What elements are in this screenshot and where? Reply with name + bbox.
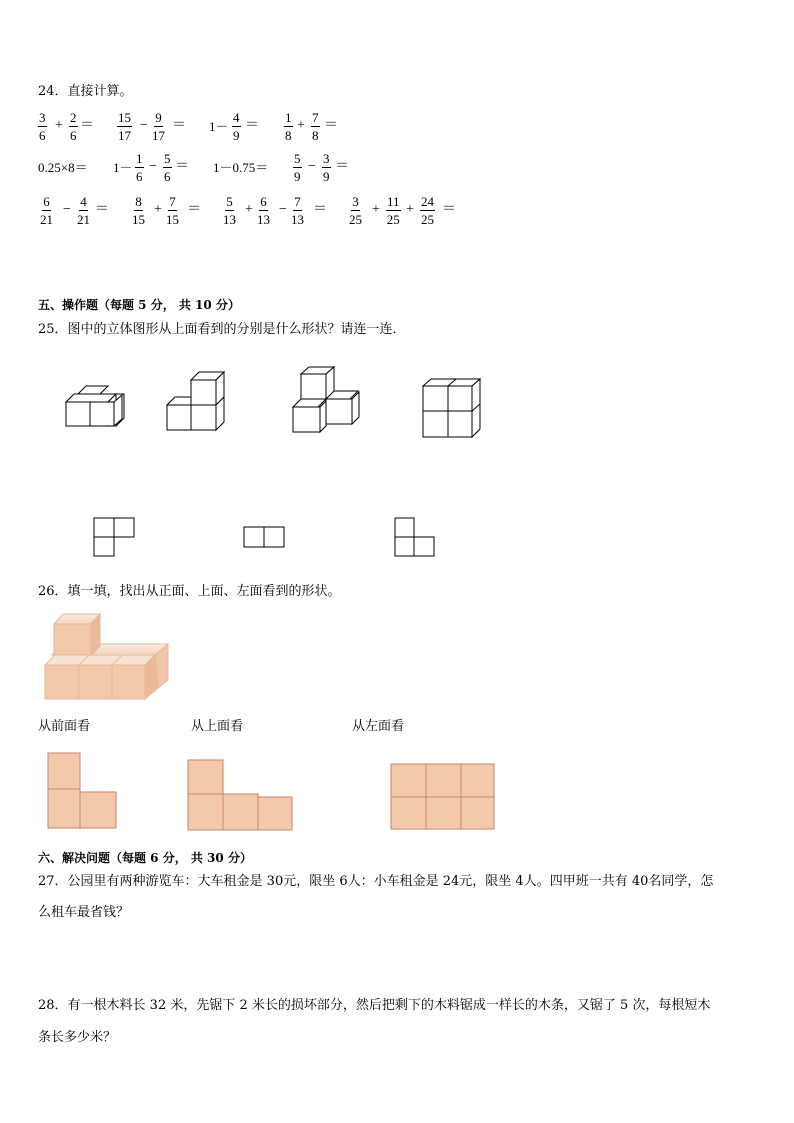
- q27-line2: 么租车最省钱？: [38, 905, 130, 920]
- fraction: $\frac{5}{9}$: [294, 151, 301, 184]
- q24-title: 24．直接计算。: [38, 84, 133, 99]
- fraction: $\frac{8}{15}$: [132, 194, 145, 227]
- left-view-label: 从左面看: [352, 719, 405, 734]
- fraction: $\frac{7}{8}$: [312, 110, 319, 143]
- fraction: $\frac{6}{13}$: [257, 194, 270, 227]
- fraction: $\frac{2}{6}$: [70, 110, 77, 143]
- fraction: $\frac{15}{17}$: [118, 110, 131, 143]
- top-view-shape-2: [244, 527, 284, 547]
- q27-line1: 27．公园里有两种游览车：大车租金是 30元，限坐 6人：小车租金是 24元，限坐 4人。四甲班一共有 40名同学，怎: [38, 874, 714, 889]
- fraction: $\frac{3}{9}$: [323, 151, 330, 184]
- fraction: $\frac{24}{25}$: [421, 194, 434, 227]
- fraction: $\frac{3}{6}$: [39, 110, 46, 143]
- fraction: $\frac{5}{6}$: [164, 151, 171, 184]
- top-view-label: 从上面看: [191, 719, 244, 734]
- left-view-shape: [391, 764, 494, 829]
- top-view-shape: [188, 760, 292, 830]
- fraction: $\frac{3}{25}$: [349, 194, 362, 227]
- fraction: $\frac{5}{13}$: [223, 194, 236, 227]
- q26-view-answers: [0, 740, 794, 840]
- fraction: $\frac{9}{17}$: [152, 110, 165, 143]
- fraction: $\frac{6}{21}$: [40, 194, 53, 227]
- q26-3d-stack: [45, 614, 168, 699]
- fraction: $\frac{11}{25}$: [386, 194, 400, 227]
- cube-figure-3: [293, 367, 359, 432]
- q28-line1: 28．有一根木料长 32 米，先锯下 2 米长的损坏部分，然后把剩下的木料锯成一样长的木条，又锯了 5 次，每根短木: [38, 998, 711, 1013]
- fraction: $\frac{1}{6}$: [136, 151, 143, 184]
- q25-title: 25．图中的立体图形从上面看到的分别是什么形状？请连一连．: [38, 322, 406, 337]
- fraction: $\frac{1}{8}$: [285, 110, 292, 143]
- q26-title: 26．填一填，找出从正面、上面、左面看到的形状。: [38, 584, 341, 599]
- fraction: $\frac{4}{9}$: [233, 110, 240, 143]
- front-view-shape: [48, 753, 116, 828]
- top-view-shape-1: [94, 518, 134, 556]
- top-view-shape-3: [395, 518, 434, 556]
- fraction: $\frac{4}{21}$: [77, 194, 90, 227]
- fraction: $\frac{7}{15}$: [166, 194, 179, 227]
- section-5-title: 五、操作题（每题 5 分， 共 10 分）: [38, 298, 240, 312]
- front-view-label: 从前面看: [38, 719, 91, 734]
- cube-figure-4: [423, 379, 480, 437]
- cube-figure-1: [66, 386, 124, 426]
- cube-figure-2: [167, 372, 224, 430]
- fraction: $\frac{7}{13}$: [291, 194, 304, 227]
- section-6-title: 六、解决问题（每题 6 分， 共 30 分）: [38, 851, 252, 865]
- q28-line2: 条长多少米？: [38, 1030, 117, 1045]
